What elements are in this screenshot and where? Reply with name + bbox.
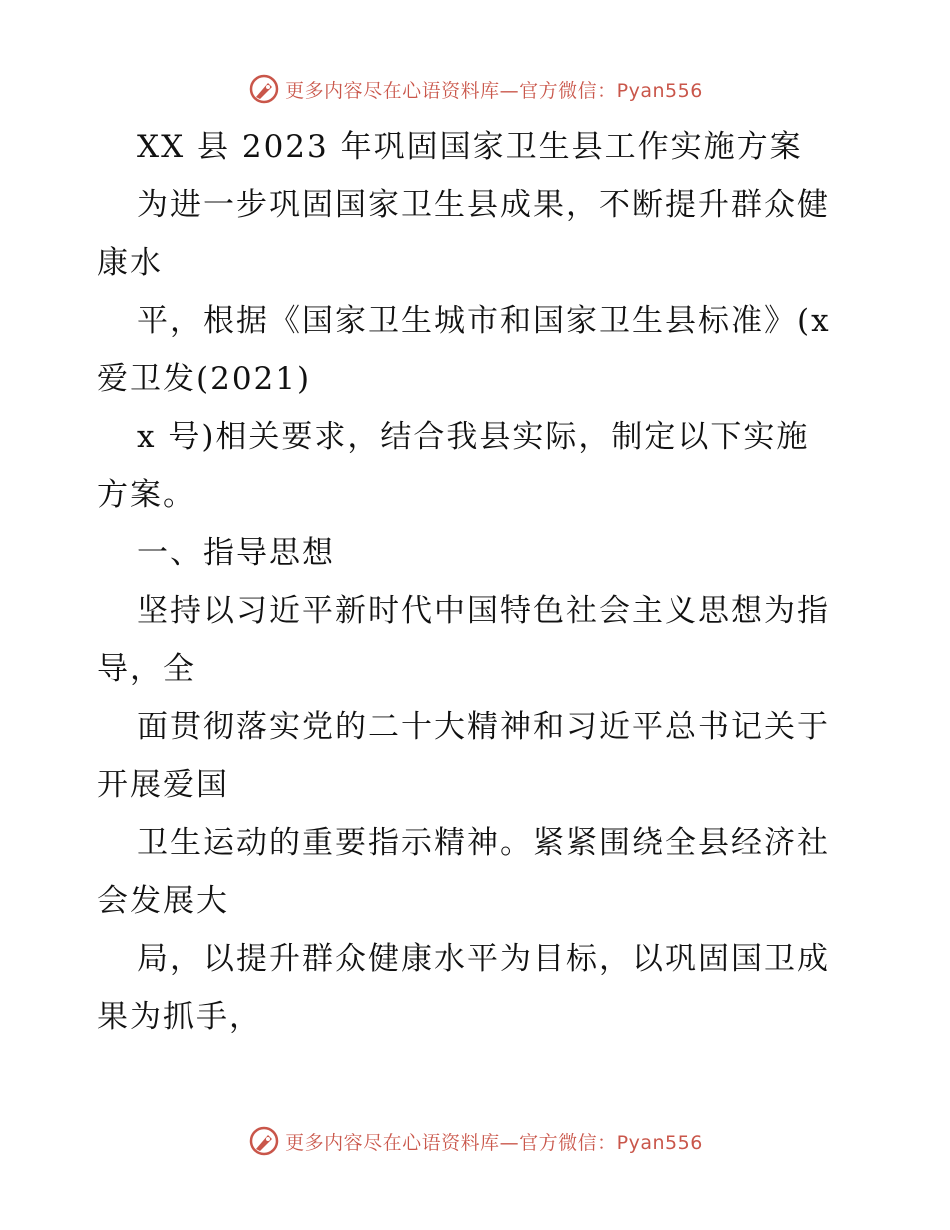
watermark-text xyxy=(285,76,703,103)
section-heading: 一、指导思想 xyxy=(137,535,335,571)
doc-line-1: XX 县 2023 年巩固国家卫生县工作实施方案 xyxy=(137,129,803,165)
doc-line-9: 坚持以习近平新时代中国特色社会主义思想为指 xyxy=(137,593,830,629)
doc-line-4: 平，根据《国家卫生城市和国家卫生县标准》(x xyxy=(137,303,831,339)
pen-nib-logo-icon xyxy=(247,1124,281,1158)
doc-line-3: 康水 xyxy=(97,245,163,281)
doc-line-15: 局，以提升群众健康水平为目标，以巩固国卫成 xyxy=(137,941,830,977)
header-watermark xyxy=(0,72,950,106)
doc-line-5: 爱卫发(2021) xyxy=(97,361,312,397)
doc-line-11: 面贯彻落实党的二十大精神和习近平总书记关于 xyxy=(137,709,830,745)
document-body xyxy=(97,118,857,1046)
doc-line-13: 卫生运动的重要指示精神。紧紧围绕全县经济社 xyxy=(137,825,830,861)
doc-line-12: 开展爱国 xyxy=(97,767,229,803)
watermark-text xyxy=(285,1128,703,1155)
doc-line-6: x 号)相关要求，结合我县实际，制定以下实施 xyxy=(137,419,810,455)
watermark-site-text: 更多内容尽在心语资料库— xyxy=(285,1131,520,1154)
footer-watermark xyxy=(0,1124,950,1158)
watermark-contact-text: 官方微信：Pyan556 xyxy=(519,1131,703,1154)
watermark-site-text: 更多内容尽在心语资料库— xyxy=(285,79,520,102)
doc-line-16: 果为抓手， xyxy=(97,999,262,1035)
watermark-contact-text: 官方微信：Pyan556 xyxy=(519,79,703,102)
doc-line-7: 方案。 xyxy=(97,477,196,513)
doc-line-14: 会发展大 xyxy=(97,883,229,919)
pen-nib-logo-icon xyxy=(247,72,281,106)
doc-line-10: 导，全 xyxy=(97,651,196,687)
doc-line-2: 为进一步巩固国家卫生县成果，不断提升群众健 xyxy=(137,187,830,223)
